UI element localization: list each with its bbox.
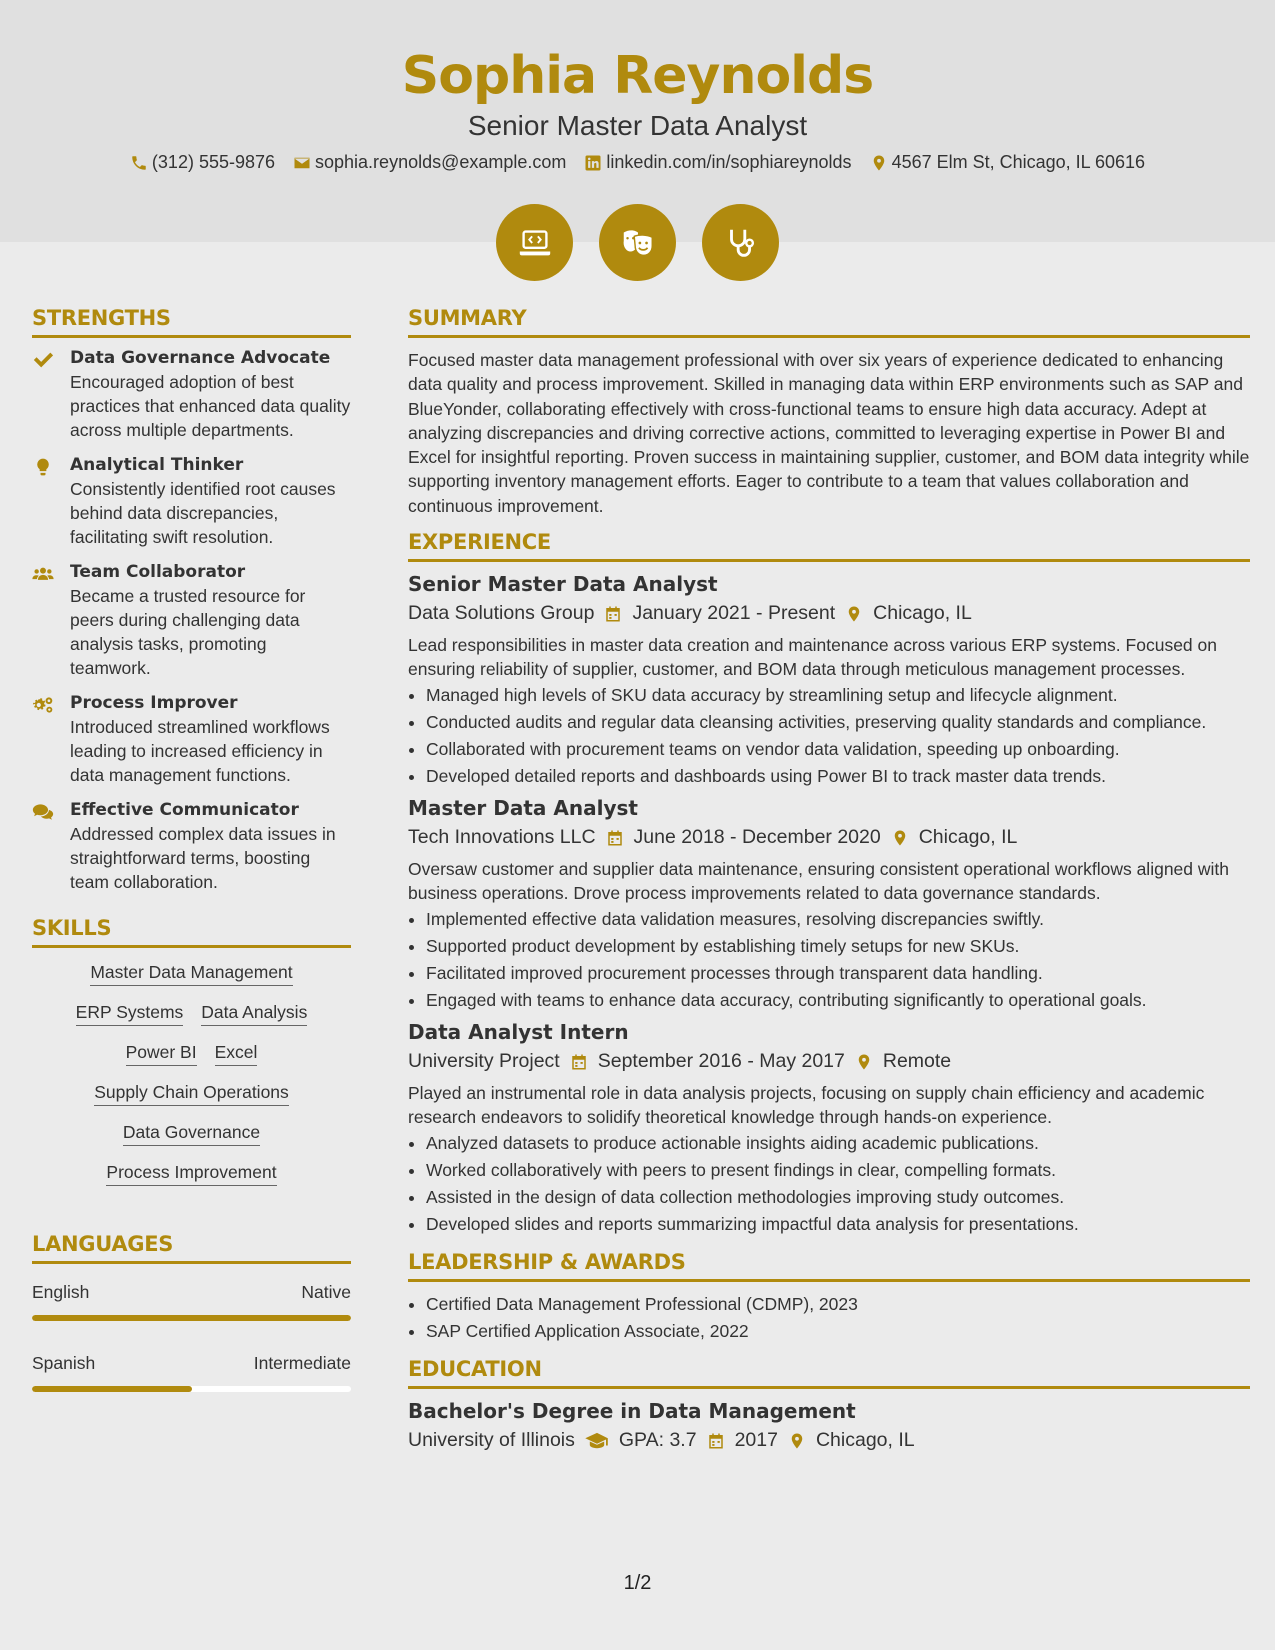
job-description: Oversaw customer and supplier data maintenance, ensuring consistent operational workflows aligned with business operations. Drove process improvements related to data governance standards.: [408, 859, 1229, 904]
map-marker-icon: [891, 829, 909, 847]
education-heading: EDUCATION: [408, 1357, 1250, 1389]
job-entry: [408, 572, 1250, 788]
strength-desc: Introduced streamlined workflows leading to increased efficiency in data management functions.: [70, 717, 330, 785]
candidate-title: Senior Master Data Analyst: [467, 110, 808, 141]
map-marker-icon: [845, 605, 863, 623]
contact-linkedin[interactable]: [584, 152, 851, 173]
strength-desc: Encouraged adoption of best practices that enhanced data quality across multiple departments.: [70, 372, 351, 440]
strength-desc: Addressed complex data issues in straightforward terms, boosting team collaboration.: [70, 824, 336, 892]
map-marker-icon: [855, 1053, 873, 1071]
contact-address: [870, 152, 1146, 173]
award-item: • Certified Data Management Professional (CDMP), 2023: [426, 1292, 1250, 1316]
education-degree: Bachelor's Degree in Data Management: [408, 1399, 856, 1424]
badge-row: [0, 204, 1275, 281]
envelope-icon: [293, 154, 311, 172]
job-bullet: • Analyzed datasets to produce actionable insights aiding academic publications.: [426, 1131, 1250, 1155]
strength-item: [32, 562, 351, 680]
job-dates: June 2018 - December 2020: [633, 826, 881, 849]
strength-title: Effective Communicator: [70, 800, 299, 820]
job-bullet: • Assisted in the design of data collection methodologies improving study outcomes.: [426, 1185, 1250, 1209]
summary-text: Focused master data management professional with over six years of experience dedicated to enhancing data quality and process improvement. Skilled in managing data within ERP environments such as SAP and BlueYonder, collaborating effectively with cross-functional teams to ensure high data accuracy. Adept at analyzing discrepancies and driving corrective actions, committed to leveraging expertise in Power BI and Excel for insightful reporting. Proven success in maintaining supplier, customer, and BOM data integrity while supporting inventory management efforts. Eager to contribute to a team that values collaboration and continuous improvement.: [408, 350, 1250, 516]
job-bullet: • Collaborated with procurement teams on vendor data validation, speeding up onboarding.: [426, 737, 1250, 761]
users-icon: [32, 564, 54, 584]
language-row: [32, 1282, 351, 1303]
job-bullet: • Supported product development by establishing timely setups for new SKUs.: [426, 934, 1250, 958]
job-bullet: • Developed slides and reports summarizing impactful data analysis for presentations.: [426, 1212, 1250, 1236]
comments-icon: [32, 802, 54, 822]
check-icon: [32, 350, 54, 370]
calendar-icon: [606, 829, 624, 847]
right-column: [408, 306, 1250, 1460]
language-bar: [32, 1315, 351, 1321]
job-bullets: [408, 1131, 1250, 1236]
job-bullet: • Engaged with teams to enhance data accuracy, contributing significantly to operational goals.: [426, 988, 1250, 1012]
job-company: University Project: [408, 1050, 560, 1073]
strength-title: Analytical Thinker: [70, 455, 244, 475]
calendar-icon: [570, 1053, 588, 1071]
job-bullet: • Conducted audits and regular data cleansing activities, preserving quality standards and compliance.: [426, 710, 1250, 734]
language-name: English: [32, 1282, 90, 1302]
skill-tag: Master Data Management: [90, 962, 292, 986]
skill-tag: ERP Systems: [76, 1002, 184, 1026]
language-bar-fill: [32, 1386, 192, 1392]
job-bullet: • Developed detailed reports and dashboards using Power BI to track master data trends.: [426, 764, 1250, 788]
job-bullets: [408, 907, 1250, 1012]
job-dates: January 2021 - Present: [632, 602, 836, 625]
strength-desc: Became a trusted resource for peers during challenging data analysis tasks, promoting teamwork.: [70, 586, 306, 678]
job-title: Master Data Analyst: [408, 796, 638, 821]
left-column: [32, 306, 351, 1392]
email-text: sophia.reynolds@example.com: [315, 152, 567, 172]
skill-tag: Excel: [215, 1042, 258, 1066]
job-entry: [408, 1020, 1250, 1236]
contact-bar: [0, 152, 1275, 173]
skills-heading: SKILLS: [32, 916, 351, 948]
theater-masks-icon: [599, 204, 676, 281]
award-item: • SAP Certified Application Associate, 2022: [426, 1319, 1250, 1343]
job-bullet: • Managed high levels of SKU data accuracy by streamlining setup and lifecycle alignment.: [426, 683, 1250, 707]
job-description: Lead responsibilities in master data creation and maintenance across various ERP systems. Focused on ensuring reliability of supplier, customer, and BOM data through meticulous management processes.: [408, 635, 1217, 680]
address-text: 4567 Elm St, Chicago, IL 60616: [891, 152, 1146, 172]
job-meta: [408, 602, 1250, 625]
job-dates: September 2016 - May 2017: [597, 1050, 845, 1073]
calendar-icon: [707, 1432, 725, 1450]
contact-email[interactable]: [293, 152, 566, 173]
phone-text: (312) 555-9876: [151, 152, 276, 172]
skills-list: [32, 962, 351, 1186]
education-location: Chicago, IL: [815, 1429, 915, 1452]
job-company: Tech Innovations LLC: [408, 826, 596, 849]
job-bullets: [408, 683, 1250, 788]
laptop-code-icon: [496, 204, 573, 281]
job-meta: [408, 826, 1250, 849]
summary-heading: SUMMARY: [408, 306, 1250, 338]
language-bar-fill: [32, 1315, 351, 1321]
language-level: Native: [301, 1282, 351, 1302]
map-marker-icon: [788, 1432, 806, 1450]
calendar-icon: [604, 605, 622, 623]
skill-tag: Supply Chain Operations: [94, 1082, 289, 1106]
contact-phone[interactable]: [130, 152, 275, 173]
languages-list: [32, 1282, 351, 1392]
strength-desc: Consistently identified root causes behind data discrepancies, facilitating swift resolution.: [70, 479, 336, 547]
strength-title: Team Collaborator: [70, 562, 246, 582]
skill-tag: Process Improvement: [106, 1162, 276, 1186]
stethoscope-icon: [702, 204, 779, 281]
linkedin-text: linkedin.com/in/sophiareynolds: [606, 152, 852, 172]
languages-heading: LANGUAGES: [32, 1232, 351, 1264]
job-location: Remote: [882, 1050, 952, 1073]
language-row: [32, 1353, 351, 1374]
job-company: Data Solutions Group: [408, 602, 595, 625]
lightbulb-icon: [32, 457, 54, 477]
gears-icon: [32, 695, 54, 715]
job-description: Played an instrumental role in data analysis projects, focusing on supply chain efficiency and academic research endeavors to solidify theoretical knowledge through hands-on experience.: [408, 1083, 1205, 1128]
job-location: Chicago, IL: [873, 602, 972, 625]
job-location: Chicago, IL: [918, 826, 1018, 849]
education-year: 2017: [734, 1429, 778, 1452]
job-title: Data Analyst Intern: [408, 1020, 629, 1045]
map-marker-icon: [870, 154, 888, 172]
job-title: Senior Master Data Analyst: [408, 572, 718, 597]
job-meta: [408, 1050, 1250, 1073]
education-gpa: GPA: 3.7: [618, 1429, 697, 1452]
awards-list: [408, 1292, 1250, 1343]
skill-tag: Power BI: [126, 1042, 197, 1066]
awards-heading: LEADERSHIP & AWARDS: [408, 1250, 1250, 1282]
language-level: Intermediate: [253, 1353, 351, 1373]
strength-title: Process Improver: [70, 693, 238, 713]
job-bullet: • Implemented effective data validation measures, resolving discrepancies swiftly.: [426, 907, 1250, 931]
experience-heading: EXPERIENCE: [408, 530, 1250, 562]
job-bullet: • Worked collaboratively with peers to present findings in clear, compelling formats.: [426, 1158, 1250, 1182]
strength-item: [32, 800, 351, 894]
page-number: 1/2: [623, 1572, 652, 1594]
strength-item: [32, 348, 351, 442]
strength-item: [32, 693, 351, 787]
candidate-name: Sophia Reynolds: [401, 46, 874, 106]
job-entry: [408, 796, 1250, 1012]
linkedin-icon: [584, 154, 602, 172]
graduation-cap-icon: [585, 1432, 609, 1450]
education-school: University of Illinois: [408, 1429, 575, 1452]
language-name: Spanish: [32, 1353, 96, 1373]
strengths-heading: STRENGTHS: [32, 306, 351, 338]
education-meta: [408, 1429, 1250, 1452]
language-bar: [32, 1386, 351, 1392]
job-bullet: • Facilitated improved procurement processes through transparent data handling.: [426, 961, 1250, 985]
strength-title: Data Governance Advocate: [70, 348, 331, 368]
phone-icon: [130, 154, 148, 172]
skill-tag: Data Analysis: [201, 1002, 307, 1026]
strength-item: [32, 455, 351, 549]
skill-tag: Data Governance: [123, 1122, 260, 1146]
